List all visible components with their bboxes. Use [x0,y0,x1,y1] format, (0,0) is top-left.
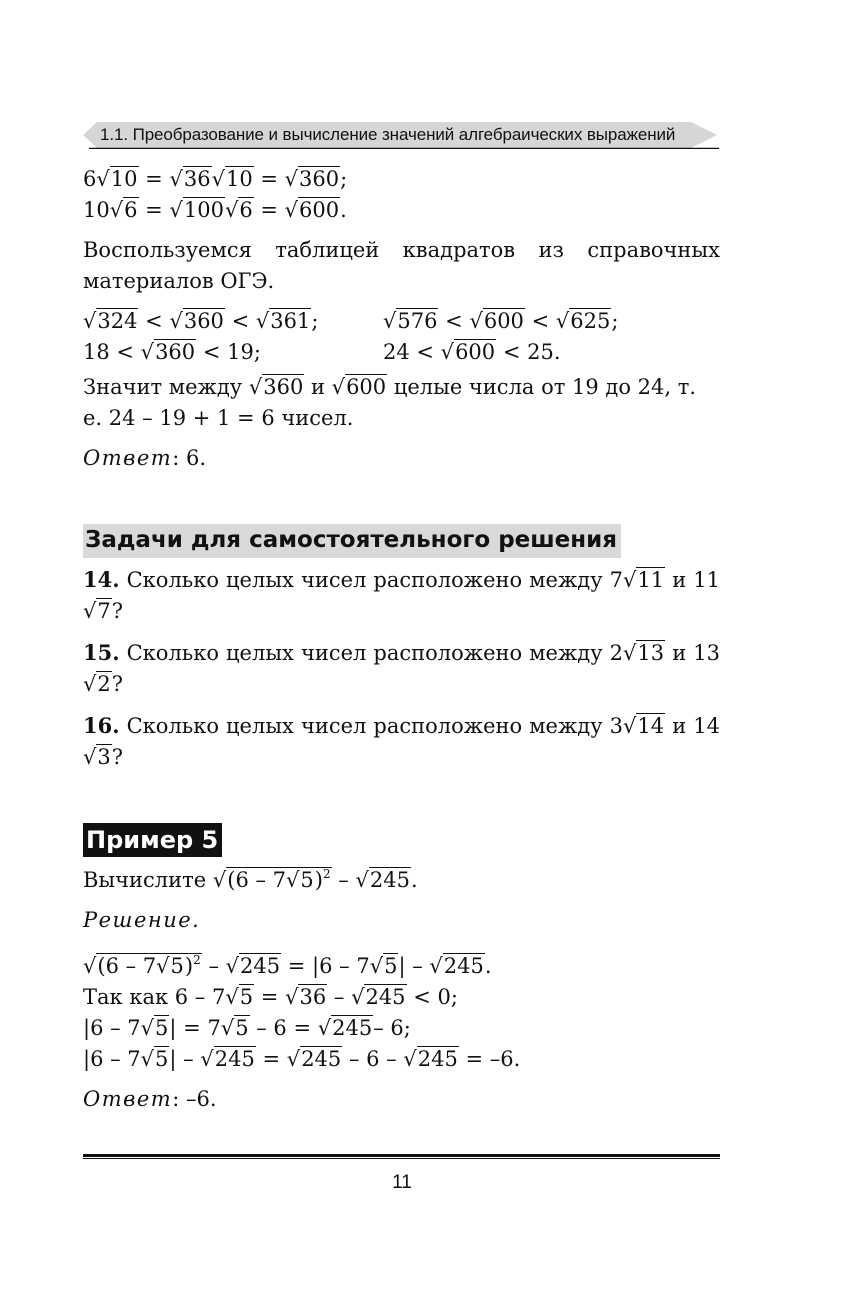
page-number: 11 [392,1172,412,1193]
solution-step-1: √(6 – 7√5)$^2$ – √245 = |6 – 7√5| – √245. [83,953,492,978]
solution-step-2: Так как 6 – 7√5 = √36 – √245 < 0; [83,985,458,1009]
footer-rule [83,1154,720,1160]
task-14: 14. Сколько целых чисел расположено между 7√11 и 11√7? [83,567,720,623]
math-line-1: 6√10 = √36√10 = √360; [83,167,348,191]
table-reference-text: Воспользуемся таблицей квадратов из справочных материалов ОГЭ. [83,238,720,293]
page-content [83,164,720,1115]
inequalities-row-1: √324 < √360 < √361; √576 < √600 < √625; [83,309,619,333]
answer-line-1: Ответ: 6. [83,446,206,470]
solution-label: Решение. [83,908,201,932]
task-15: 15. Сколько целых чисел расположено между 2√13 и 13√2? [83,640,720,696]
answer-line-2: Ответ: –6. [83,1087,217,1111]
task-16: 16. Сколько целых чисел расположено между 3√14 и 14√3? [83,713,720,769]
section-title-tasks: Задачи для самостоятельного решения [83,524,621,558]
inequalities-row-2: 18 < √360 < 19; 24 < √600 < 25. [83,340,561,364]
solution-step-3: |6 – 7√5| = 7√5 – 6 = √245– 6; [83,1016,411,1040]
example-title: Пример 5 [83,823,222,857]
conclusion-text: Значит между √360 и √600 целые числа от 19 до 24, т. е. 24 – 19 + 1 = 6 чисел. [83,375,697,430]
example-problem: Вычислите √(6 – 7√5)$^2$ – √245. [83,867,418,892]
running-header: 1.1. Преобразование и вычисление значений алгебраических выражений [100,125,676,144]
math-line-2: 10√6 = √100√6 = √600. [83,198,347,222]
solution-step-4: |6 – 7√5| – √245 = √245 – 6 – √245 = –6. [83,1047,521,1071]
